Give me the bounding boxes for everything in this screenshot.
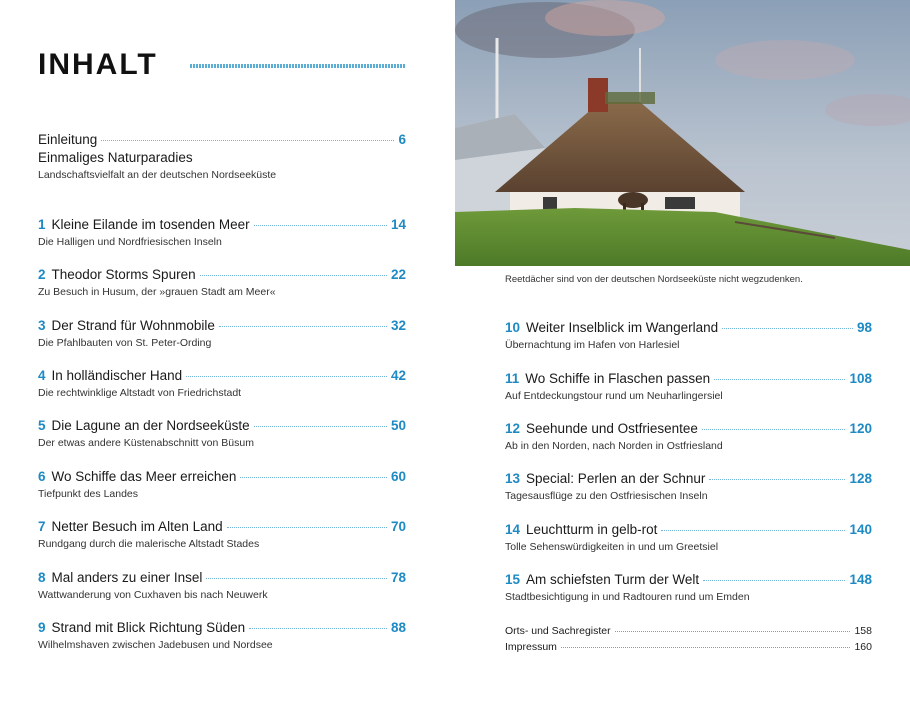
leader-dots xyxy=(240,477,387,478)
chapter-title: In holländischer Hand xyxy=(51,368,183,383)
chapter-subtitle: Übernachtung im Hafen von Harlesiel xyxy=(505,339,680,351)
leader-dots xyxy=(101,140,394,141)
chapter-page: 78 xyxy=(390,570,406,585)
toc-entry-page: 6 xyxy=(398,132,406,147)
chapter-title: Weiter Inselblick im Wangerland xyxy=(526,320,719,335)
chapter-page: 50 xyxy=(390,418,406,433)
chapter-page: 88 xyxy=(390,620,406,635)
chapter-title: Theodor Storms Spuren xyxy=(51,267,196,282)
toc-entry[interactable] xyxy=(38,469,406,500)
leader-dots xyxy=(227,527,387,528)
chapter-page: 108 xyxy=(849,371,872,386)
chapter-title: Wo Schiffe das Meer erreichen xyxy=(51,469,237,484)
chapter-page: 32 xyxy=(390,318,406,333)
chapter-title: Kleine Eilande im tosenden Meer xyxy=(51,217,250,232)
chapter-number: 7 xyxy=(38,519,46,534)
toc-entry[interactable] xyxy=(38,570,406,601)
leader-dots xyxy=(702,429,846,430)
chapter-title: Am schiefsten Turm der Welt xyxy=(526,572,700,587)
chapter-subtitle: Tiefpunkt des Landes xyxy=(38,488,139,500)
chapter-subtitle: Ab in den Norden, nach Norden in Ostfriesland xyxy=(505,440,723,452)
chapter-number: 6 xyxy=(38,469,46,484)
leader-dots xyxy=(200,275,387,276)
leader-dots xyxy=(219,326,387,327)
appendix-title: Impressum xyxy=(505,641,557,653)
chapter-page: 22 xyxy=(390,267,406,282)
chapter-title: Netter Besuch im Alten Land xyxy=(51,519,223,534)
toc-entry-description: Landschaftsvielfalt an der deutschen Nordseeküste xyxy=(38,169,277,181)
chapter-subtitle: Der etwas andere Küstenabschnitt von Büsum xyxy=(38,437,254,449)
chapter-title: Special: Perlen an der Schnur xyxy=(526,471,706,486)
chapter-title: Leuchtturm in gelb-rot xyxy=(526,522,658,537)
thatched-house-photo xyxy=(455,0,910,266)
chapter-page: 120 xyxy=(849,421,872,436)
toc-entry[interactable] xyxy=(505,421,872,452)
toc-entry-subtitle: Einmaliges Naturparadies xyxy=(38,150,193,165)
chapter-subtitle: Stadtbesichtigung in und Radtouren rund um Emden xyxy=(505,591,750,603)
chapter-number: 3 xyxy=(38,318,46,333)
chapter-subtitle: Wattwanderung von Cuxhaven bis nach Neuwerk xyxy=(38,589,268,601)
chapter-subtitle: Die Halligen und Nordfriesischen Inseln xyxy=(38,236,222,248)
toc-entry[interactable] xyxy=(38,519,406,550)
leader-dots xyxy=(615,631,851,632)
chapter-subtitle: Auf Entdeckungstour rund um Neuharlingersiel xyxy=(505,390,723,402)
leader-dots xyxy=(703,580,845,581)
leader-dots xyxy=(709,479,845,480)
chapter-title: Mal anders zu einer Insel xyxy=(51,570,203,585)
chapter-title: Die Lagune an der Nordseeküste xyxy=(51,418,250,433)
chapter-number: 5 xyxy=(38,418,46,433)
toc-entry[interactable] xyxy=(505,471,872,502)
toc-entry[interactable] xyxy=(505,522,872,553)
chapter-page: 70 xyxy=(390,519,406,534)
chapter-subtitle: Die Pfahlbauten von St. Peter-Ording xyxy=(38,337,212,349)
leader-dots xyxy=(249,628,387,629)
chapter-number: 10 xyxy=(505,320,521,335)
chapter-subtitle: Tagesausflüge zu den Ostfriesischen Inseln xyxy=(505,490,708,502)
chapter-number: 1 xyxy=(38,217,46,232)
chapter-subtitle: Die rechtwinklige Altstadt von Friedrichstadt xyxy=(38,387,242,399)
toc-entry[interactable] xyxy=(38,217,406,248)
leader-dots xyxy=(254,225,387,226)
chapter-subtitle: Tolle Sehenswürdigkeiten in und um Greetsiel xyxy=(505,541,719,553)
title-decorative-rule xyxy=(190,64,405,68)
chapter-title: Wo Schiffe in Flaschen passen xyxy=(525,371,711,386)
toc-appendix-entry[interactable] xyxy=(505,625,872,637)
chapter-page: 98 xyxy=(856,320,872,335)
leader-dots xyxy=(661,530,845,531)
chapter-title: Strand mit Blick Richtung Süden xyxy=(51,620,246,635)
chapter-page: 140 xyxy=(849,522,872,537)
photo-caption: Reetdächer sind von der deutschen Nordseeküste nicht wegzudenken. xyxy=(505,274,803,285)
leader-dots xyxy=(186,376,387,377)
toc-entry-title: Einleitung xyxy=(38,132,98,147)
right-page xyxy=(455,0,910,701)
chapter-number: 15 xyxy=(505,572,521,587)
chapter-number: 11 xyxy=(505,371,520,386)
toc-entry[interactable] xyxy=(38,267,406,298)
toc-appendix-entry[interactable] xyxy=(505,641,872,653)
toc-entry[interactable] xyxy=(505,371,872,402)
chapter-page: 60 xyxy=(390,469,406,484)
chapter-subtitle: Wilhelmshaven zwischen Jadebusen und Nordsee xyxy=(38,639,273,651)
leader-dots xyxy=(206,578,387,579)
appendix-page: 158 xyxy=(854,625,872,637)
appendix-title: Orts- und Sachregister xyxy=(505,625,611,637)
toc-entry[interactable] xyxy=(38,368,406,399)
chapter-number: 4 xyxy=(38,368,46,383)
chapter-number: 12 xyxy=(505,421,521,436)
chapter-subtitle: Rundgang durch die malerische Altstadt Stades xyxy=(38,538,260,550)
chapter-number: 2 xyxy=(38,267,46,282)
chapter-number: 14 xyxy=(505,522,521,537)
toc-entry[interactable] xyxy=(38,418,406,449)
chapter-number: 13 xyxy=(505,471,521,486)
page-title: INHALT xyxy=(38,48,158,81)
chapter-page: 42 xyxy=(390,368,406,383)
leader-dots xyxy=(254,426,387,427)
toc-entry[interactable] xyxy=(38,620,406,651)
toc-entry[interactable] xyxy=(38,318,406,349)
chapter-title: Seehunde und Ostfriesentee xyxy=(526,421,698,436)
leader-dots xyxy=(722,328,853,329)
toc-entry[interactable] xyxy=(505,572,872,603)
leader-dots xyxy=(714,379,845,380)
chapter-page: 148 xyxy=(849,572,872,587)
chapter-title: Der Strand für Wohnmobile xyxy=(51,318,215,333)
chapter-subtitle: Zu Besuch in Husum, der »grauen Stadt am Meer« xyxy=(38,286,276,298)
chapter-number: 9 xyxy=(38,620,46,635)
appendix-page: 160 xyxy=(854,641,872,653)
chapter-page: 14 xyxy=(390,217,406,232)
toc-entry[interactable] xyxy=(505,320,872,351)
toc-entry-intro[interactable] xyxy=(38,132,406,181)
chapter-number: 8 xyxy=(38,570,46,585)
leader-dots xyxy=(561,647,851,648)
chapter-page: 128 xyxy=(849,471,872,486)
